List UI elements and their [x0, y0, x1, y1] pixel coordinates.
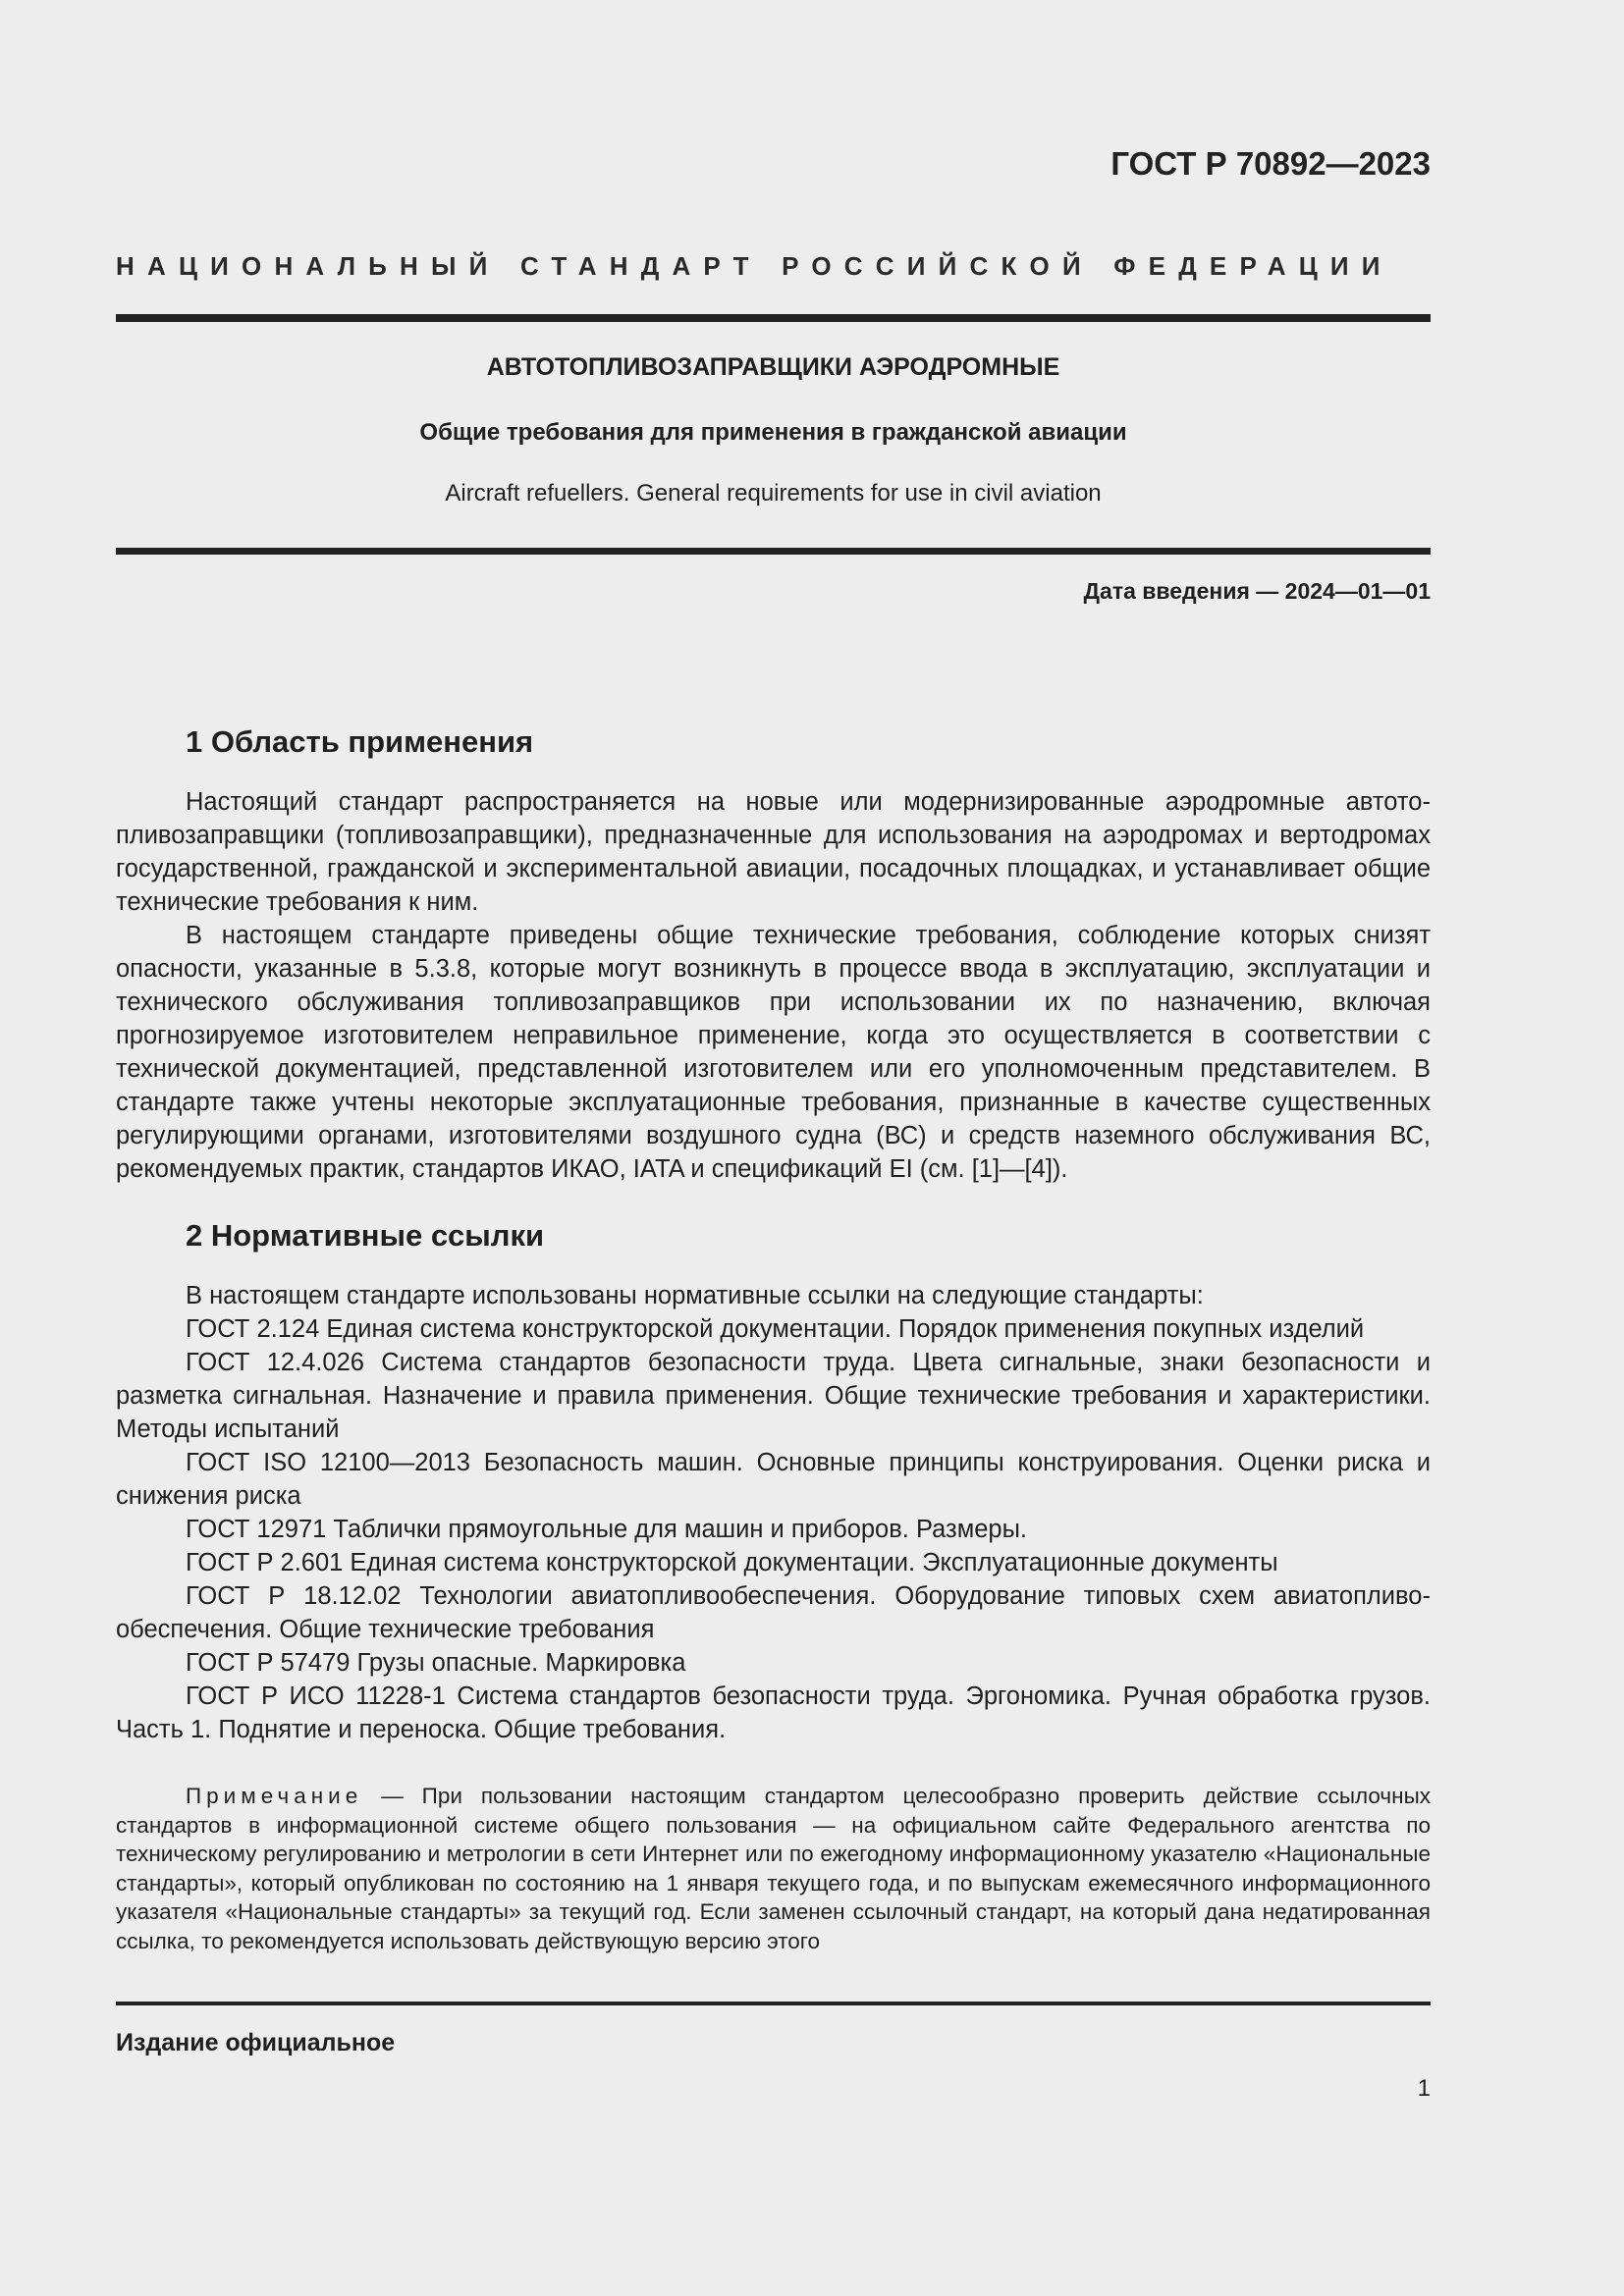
top-divider: [116, 314, 1431, 322]
note: [116, 1782, 1431, 1958]
section-heading-normative-references: 2 Нормативные ссылки: [186, 1218, 545, 1253]
note-paragraph: [116, 1782, 1431, 1955]
reference-item: ГОСТ Р 18.12.02 Технологии авиатопливообеспечения. Оборудование типовых схем авиатопливообеспечения. Общие технические требования: [116, 1582, 1431, 1643]
edition-label: Издание официальное: [116, 2029, 396, 2056]
reference-item: ГОСТ Р 2.601 Единая система конструкторской документации. Эксплуатационные документы: [186, 1549, 1278, 1576]
reference-item: ГОСТ Р 57479 Грузы опасные. Маркировка: [186, 1649, 686, 1677]
section-body-normative-references: [116, 1279, 1431, 1746]
page-number: 1: [1417, 2075, 1431, 2102]
reference-item: ГОСТ Р ИСО 11228-1 Система стандартов безопасности труда. Эргономика. Ручная обработка грузов. Часть 1. Поднятие и переноска. Общие требования.: [116, 1682, 1431, 1743]
reference-item: ГОСТ 12.4.026 Система стандартов безопасности труда. Цвета сигнальные, знаки безопасности и разметка сигнальная. Назначение и правила применения. Общие технические требования и характеристики. Методы испытаний: [116, 1349, 1431, 1443]
paragraph: Настоящий стандарт распространяется на новые или модернизированные аэродромные автотопливозаправщики (топливозаправщики), предназначенные для использования на аэродромах и вертодромах государственной, гражданской и экспериментальной авиации, посадочных площадках, и устанавливает общие технические требования к ним.: [116, 788, 1431, 916]
document-title-english: Aircraft refuellers. General requirements for use in civil aviation: [445, 480, 1102, 507]
note-text: — При пользовании настоящим стандартом целесообразно проверить действие ссылочных стандартов в информационной системе общего пользования — на официальном сайте Федерального агентства по техническому регулированию и метрологии в сети Интернет или по ежегодному информационному указателю «Национальные стандарты», который опубликован по состоянию на 1 января текущего года, и по выпускам ежемесячного информационного указателя «Национальные стандарты» за текущий год. Если заменен ссылочный стандарт, на который дана недатированная ссылка, то рекомендуется использовать действующую версию этого: [116, 1784, 1431, 1953]
note-label: Примечание: [186, 1784, 363, 1808]
footer-divider: [116, 2002, 1431, 2005]
national-standard-banner: НАЦИОНАЛЬНЫЙ СТАНДАРТ РОССИЙСКОЙ ФЕДЕРАЦИИ: [116, 251, 1393, 281]
document-code: ГОСТ Р 70892—2023: [1110, 145, 1431, 182]
section-heading-scope: 1 Область применения: [186, 724, 534, 759]
reference-item: ГОСТ 2.124 Единая система конструкторской документации. Порядок применения покупных изделий: [186, 1315, 1365, 1343]
section-body-scope: [116, 785, 1431, 1186]
title-divider: [116, 548, 1431, 555]
reference-item: ГОСТ 12971 Таблички прямоугольные для машин и приборов. Размеры.: [186, 1516, 1028, 1543]
reference-item: ГОСТ ISO 12100—2013 Безопасность машин. Основные принципы конструирования. Оценки риска и снижения риска: [116, 1449, 1431, 1510]
introduction-date: Дата введения — 2024—01—01: [1083, 578, 1431, 604]
paragraph: В настоящем стандарте использованы нормативные ссылки на следующие стандарты:: [186, 1282, 1204, 1309]
paragraph: В настоящем стандарте приведены общие технические требования, соблюдение которых снизят опасности, указанные в 5.3.8, которые могут возникнуть в процессе ввода в эксплуатацию, эксплуатации и технического обслуживания топливозаправщиков при использовании их по назначению, включая прогнозируемое изготовителем неправильное применение, когда это осуществляется в соответствии с технической документацией, представленной изготовителем или его уполномоченным представителем. В стандарте также учтены некоторые эксплуатационные требования, признанные в качестве существенных регулирующими органами, изготовителями воздушного судна (ВС) и средств наземного обслуживания ВС, рекомендуемых практик, стандартов ИКАО, IATA и спецификаций EI (см. [1]—[4]).: [116, 922, 1431, 1183]
document-title: АВТОТОПЛИВОЗАПРАВЩИКИ АЭРОДРОМНЫЕ: [486, 353, 1060, 381]
document-page: [116, 0, 1431, 2296]
document-subtitle: Общие требования для применения в гражданской авиации: [419, 419, 1127, 446]
